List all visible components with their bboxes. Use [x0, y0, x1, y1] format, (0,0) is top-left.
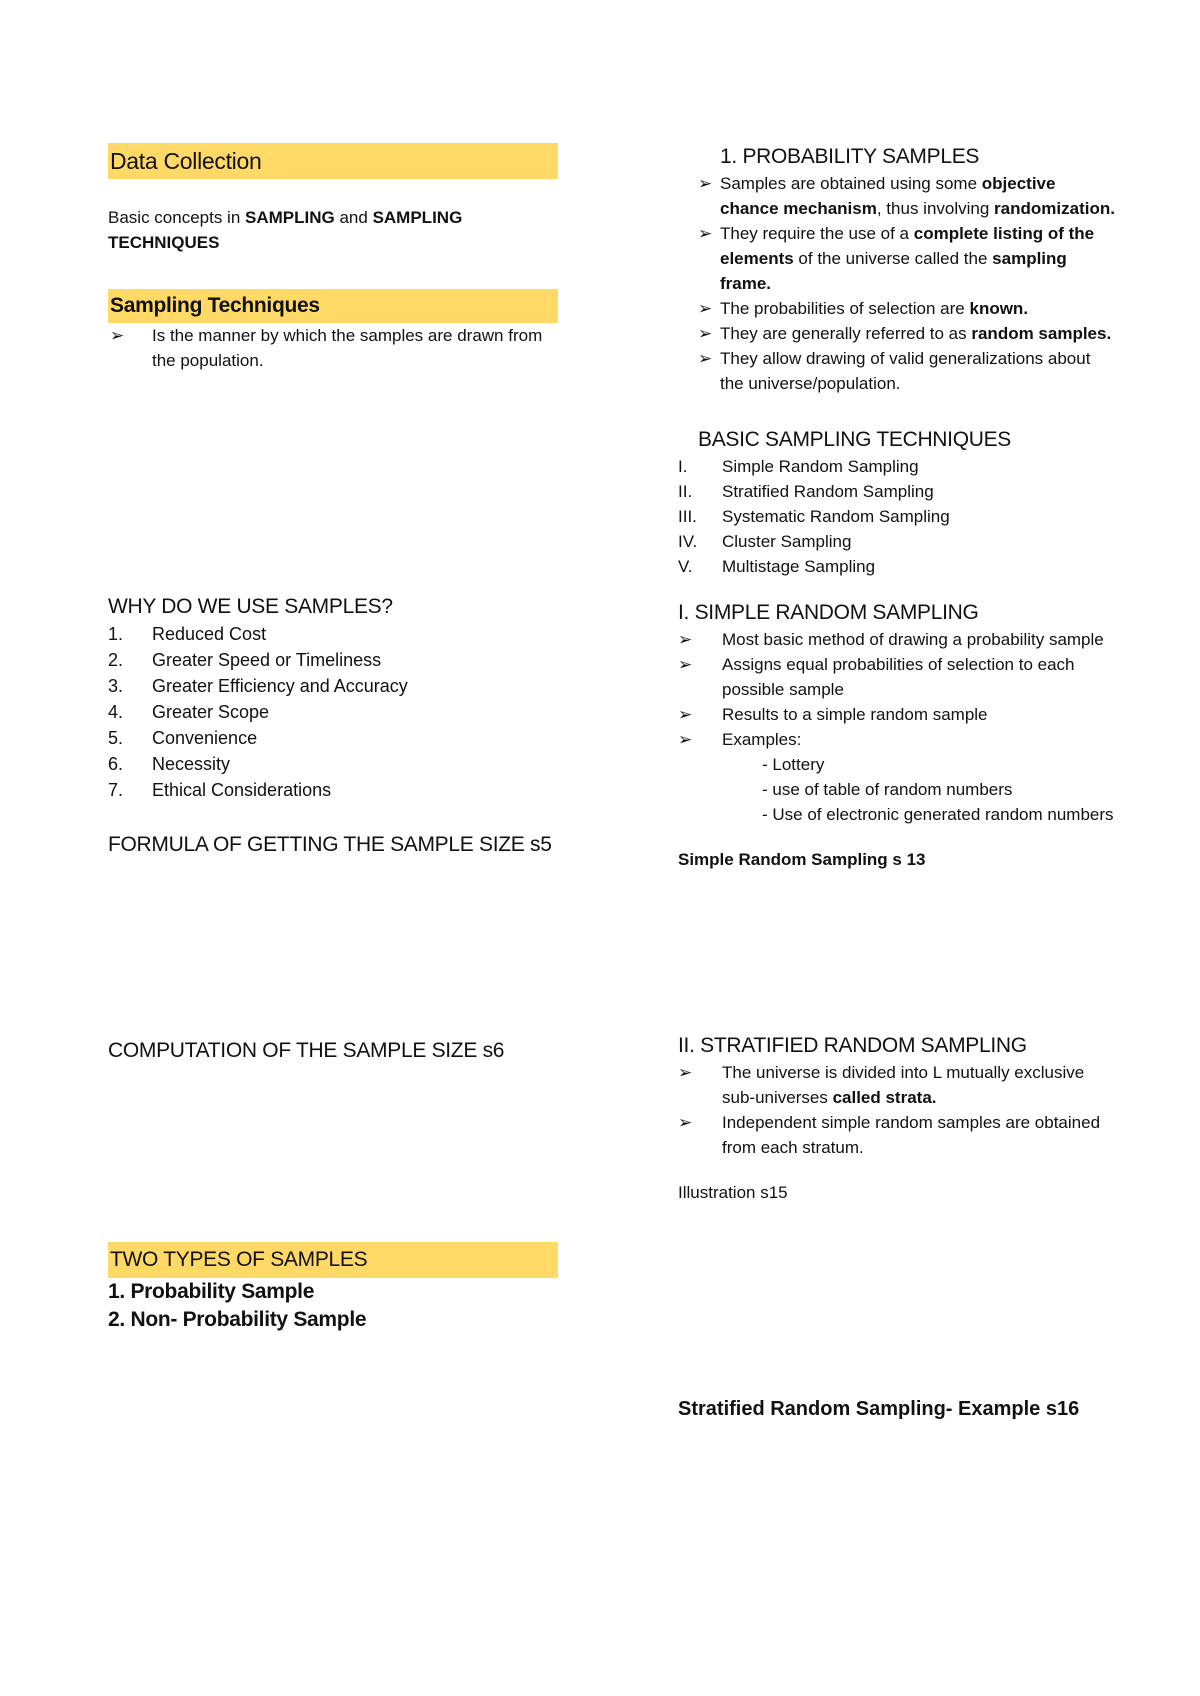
list-number: 2.: [108, 650, 124, 670]
list-item: [108, 751, 558, 777]
list-item: [678, 652, 1118, 702]
arrow-bullet-icon: ➢: [678, 1063, 693, 1082]
list-item-text: Systematic Random Sampling: [722, 507, 950, 526]
list-item: [698, 221, 1118, 296]
intro-paragraph: [108, 205, 558, 255]
basic-techniques-list: [678, 454, 1118, 579]
list-item-text: Ethical Considerations: [152, 780, 332, 800]
data-collection-title: Data Collection: [110, 148, 262, 174]
list-number: II.: [678, 482, 693, 501]
simple-random-list: [678, 627, 1118, 827]
list-item: [698, 171, 1118, 221]
list-number: I.: [678, 457, 688, 476]
list-item-text: Reduced Cost: [152, 624, 267, 644]
list-item: [108, 725, 558, 751]
list-item: [108, 777, 558, 803]
list-item: [678, 454, 1118, 479]
list-number: III.: [678, 507, 697, 526]
list-item-text: Cluster Sampling: [722, 532, 852, 551]
intro-prefix: Basic concepts in: [108, 208, 246, 227]
example-item: - Use of electronic generated random numbers: [762, 805, 1114, 824]
list-item-text: Greater Efficiency and Accuracy: [152, 676, 408, 696]
arrow-bullet-icon: ➢: [110, 326, 125, 345]
formula-heading: FORMULA OF GETTING THE SAMPLE SIZE s5: [108, 833, 552, 856]
list-item-text: They are generally referred to as random samples.: [720, 324, 1112, 343]
basic-techniques-heading: BASIC SAMPLING TECHNIQUES: [698, 428, 1012, 451]
list-item: [678, 727, 1118, 752]
left-column: [108, 143, 558, 1334]
list-item: [678, 479, 1118, 504]
simple-random-reference: Simple Random Sampling s 13: [678, 850, 926, 869]
list-item: [678, 627, 1118, 652]
arrow-bullet-icon: ➢: [678, 705, 693, 724]
list-item: [678, 1060, 1118, 1110]
two-types-title: TWO TYPES OF SAMPLES: [110, 1248, 368, 1271]
list-item-text: Multistage Sampling: [722, 557, 876, 576]
arrow-bullet-icon: ➢: [678, 730, 693, 749]
two-types-item-1: 1. Probability Sample: [108, 1280, 315, 1303]
arrow-bullet-icon: ➢: [678, 655, 693, 674]
list-item: [678, 702, 1118, 727]
list-item-text: Necessity: [152, 754, 231, 774]
list-item-text: Most basic method of drawing a probability sample: [722, 630, 1104, 649]
list-item-text: Is the manner by which the samples are drawn from the population.: [152, 326, 543, 370]
intro-term-sampling-techniques: SAMPLING TECHNIQUES: [108, 208, 463, 252]
two-types-item-2: 2. Non- Probability Sample: [108, 1308, 367, 1331]
list-item-text: Stratified Random Sampling: [722, 482, 934, 501]
why-samples-list: [108, 621, 558, 803]
list-item: [698, 296, 1118, 321]
intro-term-sampling: SAMPLING: [245, 208, 335, 227]
why-samples-heading: WHY DO WE USE SAMPLES?: [108, 595, 393, 618]
list-item-text: The universe is divided into L mutually exclusive sub-universes called strata.: [722, 1063, 1085, 1107]
arrow-bullet-icon: ➢: [698, 349, 713, 368]
list-item-text: Results to a simple random sample: [722, 705, 988, 724]
list-item: [108, 699, 558, 725]
list-item: [678, 554, 1118, 579]
arrow-bullet-icon: ➢: [678, 630, 693, 649]
arrow-bullet-icon: ➢: [698, 174, 713, 193]
list-item: [108, 647, 558, 673]
list-item: [108, 673, 558, 699]
list-item-text: The probabilities of selection are known.: [720, 299, 1029, 318]
simple-random-heading: I. SIMPLE RANDOM SAMPLING: [678, 601, 979, 624]
list-item: [108, 323, 558, 373]
list-number: 3.: [108, 676, 124, 696]
arrow-bullet-icon: ➢: [698, 299, 713, 318]
list-item: [678, 529, 1118, 554]
sampling-techniques-title: Sampling Techniques: [110, 294, 320, 317]
computation-heading: COMPUTATION OF THE SAMPLE SIZE s6: [108, 1039, 505, 1062]
list-item-text: Simple Random Sampling: [722, 457, 919, 476]
illustration-reference: Illustration s15: [678, 1183, 788, 1202]
list-number: 1.: [108, 624, 124, 644]
probability-samples-heading: 1. PROBABILITY SAMPLES: [720, 145, 980, 168]
probability-samples-list: [678, 171, 1118, 396]
list-item-text: Independent simple random samples are obtained from each stratum.: [722, 1113, 1101, 1157]
stratified-example-reference: Stratified Random Sampling- Example s16: [678, 1398, 1080, 1420]
list-item-text: They allow drawing of valid generalizations about the universe/population.: [720, 349, 1091, 393]
list-number: 6.: [108, 754, 124, 774]
list-item: [678, 504, 1118, 529]
data-collection-heading: [108, 143, 558, 179]
stratified-list: [678, 1060, 1118, 1160]
arrow-bullet-icon: ➢: [678, 1113, 693, 1132]
list-number: IV.: [678, 532, 698, 551]
list-item-text: Examples:: [722, 730, 802, 749]
intro-mid: and: [334, 208, 373, 227]
list-item-text: They require the use of a complete listing of the elements of the universe called the sampling frame.: [720, 224, 1095, 293]
list-number: 5.: [108, 728, 124, 748]
right-column: [678, 143, 1118, 1423]
arrow-bullet-icon: ➢: [698, 224, 713, 243]
example-item: - Lottery: [762, 755, 825, 774]
sampling-techniques-heading: [108, 289, 558, 323]
example-item: - use of table of random numbers: [762, 780, 1013, 799]
list-item: [678, 1110, 1118, 1160]
list-number: 7.: [108, 780, 124, 800]
list-item: [698, 321, 1118, 346]
arrow-bullet-icon: ➢: [698, 324, 713, 343]
list-number: V.: [678, 557, 693, 576]
list-item-text: Greater Scope: [152, 702, 270, 722]
list-item: [108, 621, 558, 647]
two-types-heading: [108, 1242, 558, 1278]
list-item-text: Convenience: [152, 728, 258, 748]
list-item-text: Samples are obtained using some objective chance mechanism, thus involving randomization.: [720, 174, 1115, 218]
list-item: [698, 346, 1118, 396]
stratified-heading: II. STRATIFIED RANDOM SAMPLING: [678, 1034, 1027, 1057]
list-item-text: Greater Speed or Timeliness: [152, 650, 382, 670]
list-item-text: Assigns equal probabilities of selection to each possible sample: [722, 655, 1075, 699]
list-number: 4.: [108, 702, 124, 722]
